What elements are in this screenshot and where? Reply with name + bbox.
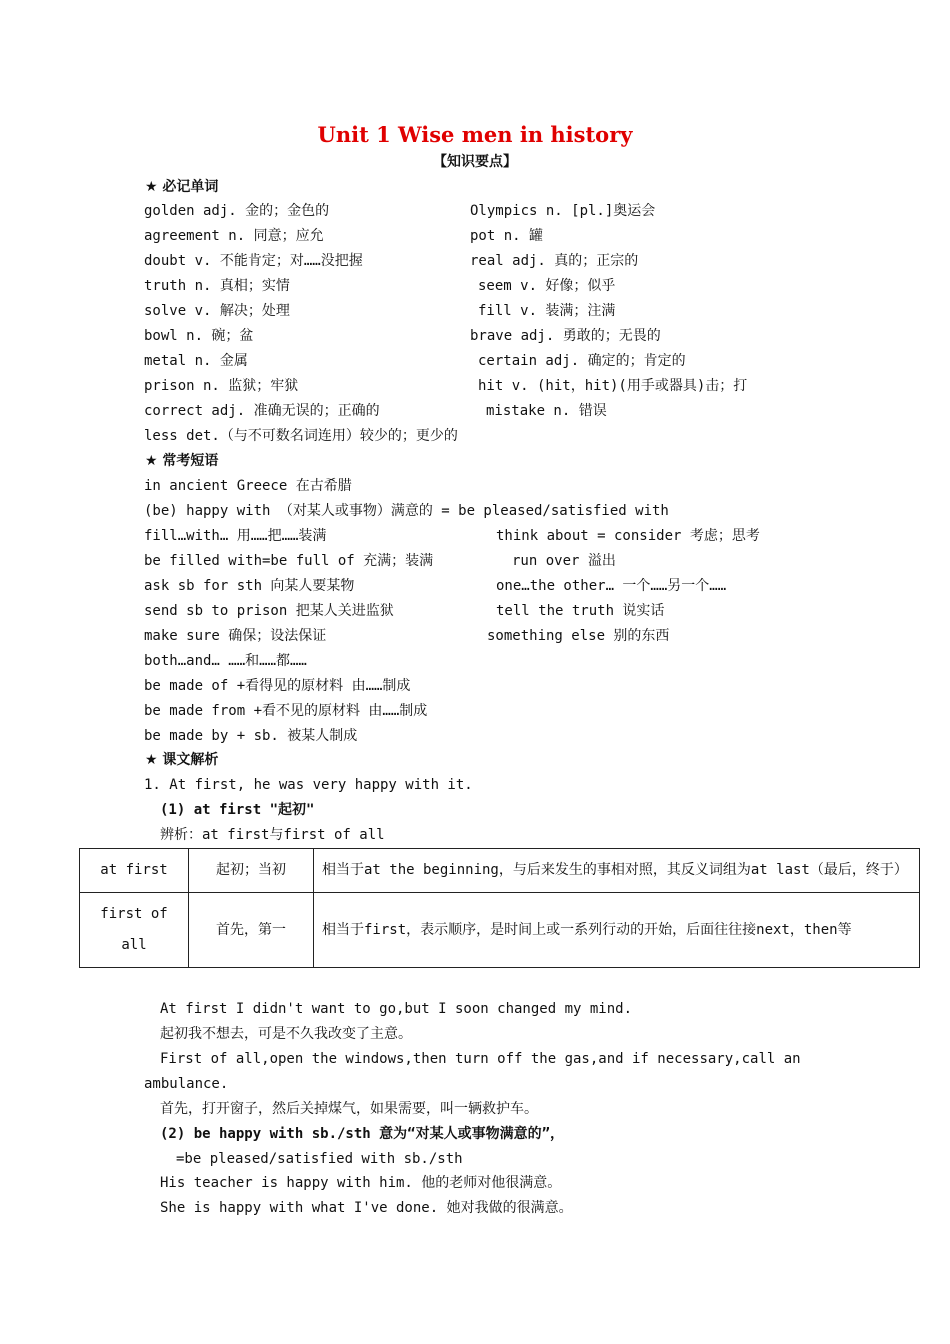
phrase-left-item: make sure 确保；设法保证 bbox=[144, 628, 327, 644]
vocab-right-item: pot n. 罐 bbox=[470, 228, 544, 244]
phrase-item: in ancient Greece 在古希腊 bbox=[144, 478, 352, 494]
example-english: At first I didn't want to go,but I soon changed my mind. bbox=[160, 1001, 633, 1017]
phrase-right-item: one…the other… 一个……另一个…… bbox=[496, 578, 727, 594]
table-row bbox=[80, 893, 920, 968]
vocab-left-item: prison n. 监狱；牢狱 bbox=[144, 378, 299, 394]
page-title: Unit 1 Wise men in history bbox=[317, 122, 633, 147]
vocab-right-item: Olympics n. [pl.]奥运会 bbox=[470, 203, 656, 219]
phrase-right-item: something else 别的东西 bbox=[487, 628, 670, 644]
vocab-left-item: doubt v. 不能肯定；对……没把握 bbox=[144, 253, 363, 269]
phrase-item: be made by + sb. 被某人制成 bbox=[144, 728, 358, 744]
phrase-right-item: tell the truth 说实话 bbox=[496, 603, 665, 619]
example-chinese: 起初我不想去，可是不久我改变了主意。 bbox=[160, 1026, 412, 1042]
table-cell-meaning: 首先，第一 bbox=[189, 893, 314, 968]
vocab-left-item: bowl n. 碗；盆 bbox=[144, 328, 254, 344]
phrase-right-item: think about = consider 考虑；思考 bbox=[496, 528, 760, 544]
vocab-left-item: truth n. 真相；实情 bbox=[144, 278, 290, 294]
vocab-right-item: seem v. 好像；似乎 bbox=[478, 278, 616, 294]
example-sentence: She is happy with what I've done. 她对我做的很满意。 bbox=[160, 1200, 573, 1216]
phrases-heading: ★ 常考短语 bbox=[145, 453, 219, 469]
table-cell-term: first of all bbox=[80, 893, 189, 968]
table-cell-note: 相当于first，表示顺序，是时间上或一系列行动的开始，后面往往接next，then等 bbox=[314, 893, 920, 968]
vocab-right-item: brave adj. 勇敢的；无畏的 bbox=[470, 328, 661, 344]
point-title: (2) be happy with sb./sth 意为“对某人或事物满意的”， bbox=[160, 1126, 565, 1142]
example-english-cont: ambulance. bbox=[144, 1076, 229, 1092]
vocab-right-item: mistake n. 错误 bbox=[486, 403, 607, 419]
text-heading: ★ 课文解析 bbox=[145, 752, 219, 768]
vocab-left-item: golden adj. 金的；金色的 bbox=[144, 203, 330, 219]
vocab-left-item: solve v. 解决；处理 bbox=[144, 303, 290, 319]
phrase-right-item: run over 溢出 bbox=[512, 553, 616, 569]
table-cell-term: at first bbox=[80, 849, 189, 893]
phrase-left-item: fill…with… 用……把……装满 bbox=[144, 528, 327, 544]
vocab-right-item: certain adj. 确定的；肯定的 bbox=[478, 353, 686, 369]
example-sentence: His teacher is happy with him. 他的老师对他很满意。 bbox=[160, 1175, 562, 1191]
page-subtitle: 【知识要点】 bbox=[433, 154, 517, 170]
example-chinese: 首先，打开窗子，然后关掉煤气，如果需要，叫一辆救护车。 bbox=[160, 1101, 538, 1117]
vocab-right-item: real adj. 真的；正宗的 bbox=[470, 253, 639, 269]
point-title: (1) at first "起初" bbox=[160, 802, 315, 818]
vocab-left-item: correct adj. 准确无误的；正确的 bbox=[144, 403, 380, 419]
phrase-item: both…and… ……和……都…… bbox=[144, 653, 307, 669]
vocab-heading: ★ 必记单词 bbox=[145, 179, 219, 195]
table-cell-note: 相当于at the beginning，与后来发生的事相对照，其反义词组为at last（最后，终于） bbox=[314, 849, 920, 893]
table-cell-meaning: 起初；当初 bbox=[189, 849, 314, 893]
comparison-table bbox=[79, 848, 920, 968]
phrase-left-item: send sb to prison 把某人关进监狱 bbox=[144, 603, 394, 619]
example-english: First of all,open the windows,then turn off the gas,and if necessary,call an bbox=[160, 1051, 801, 1067]
vocab-left-item: agreement n. 同意；应允 bbox=[144, 228, 324, 244]
vocab-left-item: less det.（与不可数名词连用）较少的；更少的 bbox=[144, 428, 458, 444]
table-row bbox=[80, 849, 920, 893]
phrase-item: be made of +看得见的原材料 由……制成 bbox=[144, 678, 411, 694]
phrase-item: be made from +看不见的原材料 由……制成 bbox=[144, 703, 428, 719]
compare-label: 辨析：at first与first of all bbox=[160, 827, 385, 843]
vocab-right-item: hit v. (hit，hit)(用手或器具)击；打 bbox=[478, 378, 748, 394]
example-sentence: 1. At first, he was very happy with it. bbox=[144, 777, 473, 793]
point-equivalent: =be pleased/satisfied with sb./sth bbox=[176, 1151, 463, 1167]
phrase-left-item: ask sb for sth 向某人要某物 bbox=[144, 578, 355, 594]
vocab-right-item: fill v. 装满；注满 bbox=[478, 303, 616, 319]
vocab-left-item: metal n. 金属 bbox=[144, 353, 248, 369]
phrase-left-item: be filled with=be full of 充满；装满 bbox=[144, 553, 434, 569]
phrase-item: (be) happy with （对某人或事物）满意的 = be pleased/satisfied with bbox=[144, 503, 669, 519]
